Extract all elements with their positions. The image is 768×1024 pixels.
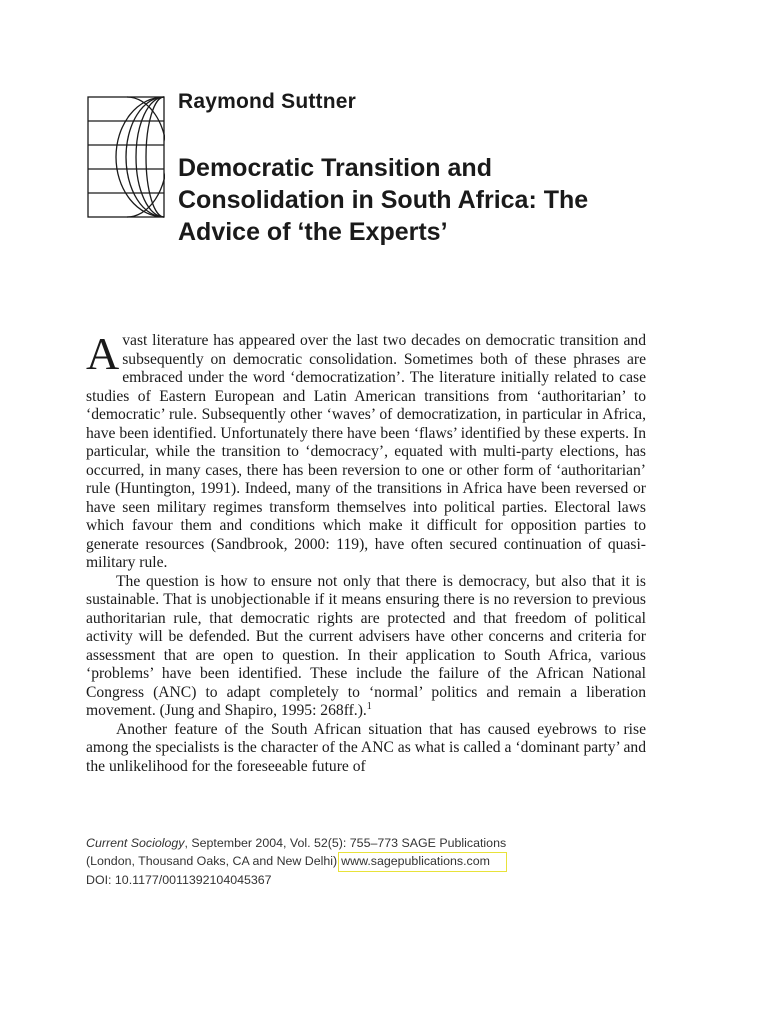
footnote-marker[interactable]: 1	[366, 700, 372, 712]
publisher-location: (London, Thousand Oaks, CA and New Delhi)	[86, 854, 338, 868]
paragraph-text: Another feature of the South African situation that has caused eyebrows to rise among the specialists is the character of the ANC as what is called a ‘dominant party’ and the unlikelihood for the foreseeable future of	[86, 720, 646, 775]
paragraph-text: The question is how to ensure not only that there is democracy, but also that it is sustainable. That is unobjectionable if it means ensuring there is no reversion to previous authoritarian rule, that democratic rights are protected and that freedom of political activity will be defended. But the current advisers have other concerns and criteria for assessment that are open to question. In their application to South Africa, various ‘problems’ have been identified. These include the failure of the African National Congress (ANC) to adapt completely to ‘normal’ politics and remain a liberation movement. (Jung and Shapiro, 1995: 268ff.).	[86, 572, 646, 719]
doi: DOI: 10.1177/0011392104045367	[86, 873, 272, 887]
title-line: Advice of ‘the Experts’	[178, 218, 448, 246]
article-body	[86, 328, 646, 776]
paragraph	[86, 721, 646, 777]
paragraph-text: vast literature has appeared over the last two decades on democratic transition and subsequently on democratic consolidation. Sometimes both of these phrases are embraced under the word ‘democratization’. The literature initially related to case studies of Eastern European and Latin American transitions from ‘authoritarian’ to ‘democratic’ rule. Subsequently other ‘waves’ of democratization, in particular in Africa, have been identified. Unfortunately there have been ‘flaws’ identified by these experts. In particular, while the transition to ‘democracy’, equated with multi-party elections, has occurred, in many cases, there has been reversion to one or other form of ‘authoritarian’ rule (Huntington, 1991). Indeed, many of the transitions in Africa have been reversed or have seen military regimes transform themselves into political parties. Electoral laws which favour them and conditions which make it difficult for opposition parties to generate resources (Sandbrook, 2000: 119), have often secured continuation of quasi-military rule.	[86, 332, 646, 571]
title-line: Democratic Transition and	[178, 154, 492, 182]
citation-details: , September 2004, Vol. 52(5): 755–773 SAGE Publications	[184, 836, 507, 850]
drop-cap: A	[86, 328, 120, 379]
citation-line	[86, 852, 686, 872]
journal-globe-logo-icon	[87, 95, 165, 219]
citation-footer	[86, 835, 686, 889]
title-line: Consolidation in South Africa: The	[178, 186, 589, 214]
publisher-url-link[interactable]: www.sagepublications.com	[338, 852, 507, 872]
journal-name: Current Sociology	[86, 836, 185, 850]
citation-line	[86, 835, 686, 852]
article-title	[178, 152, 698, 248]
paragraph	[86, 328, 646, 573]
author-name: Raymond Suttner	[178, 90, 357, 113]
paragraph	[86, 573, 646, 721]
